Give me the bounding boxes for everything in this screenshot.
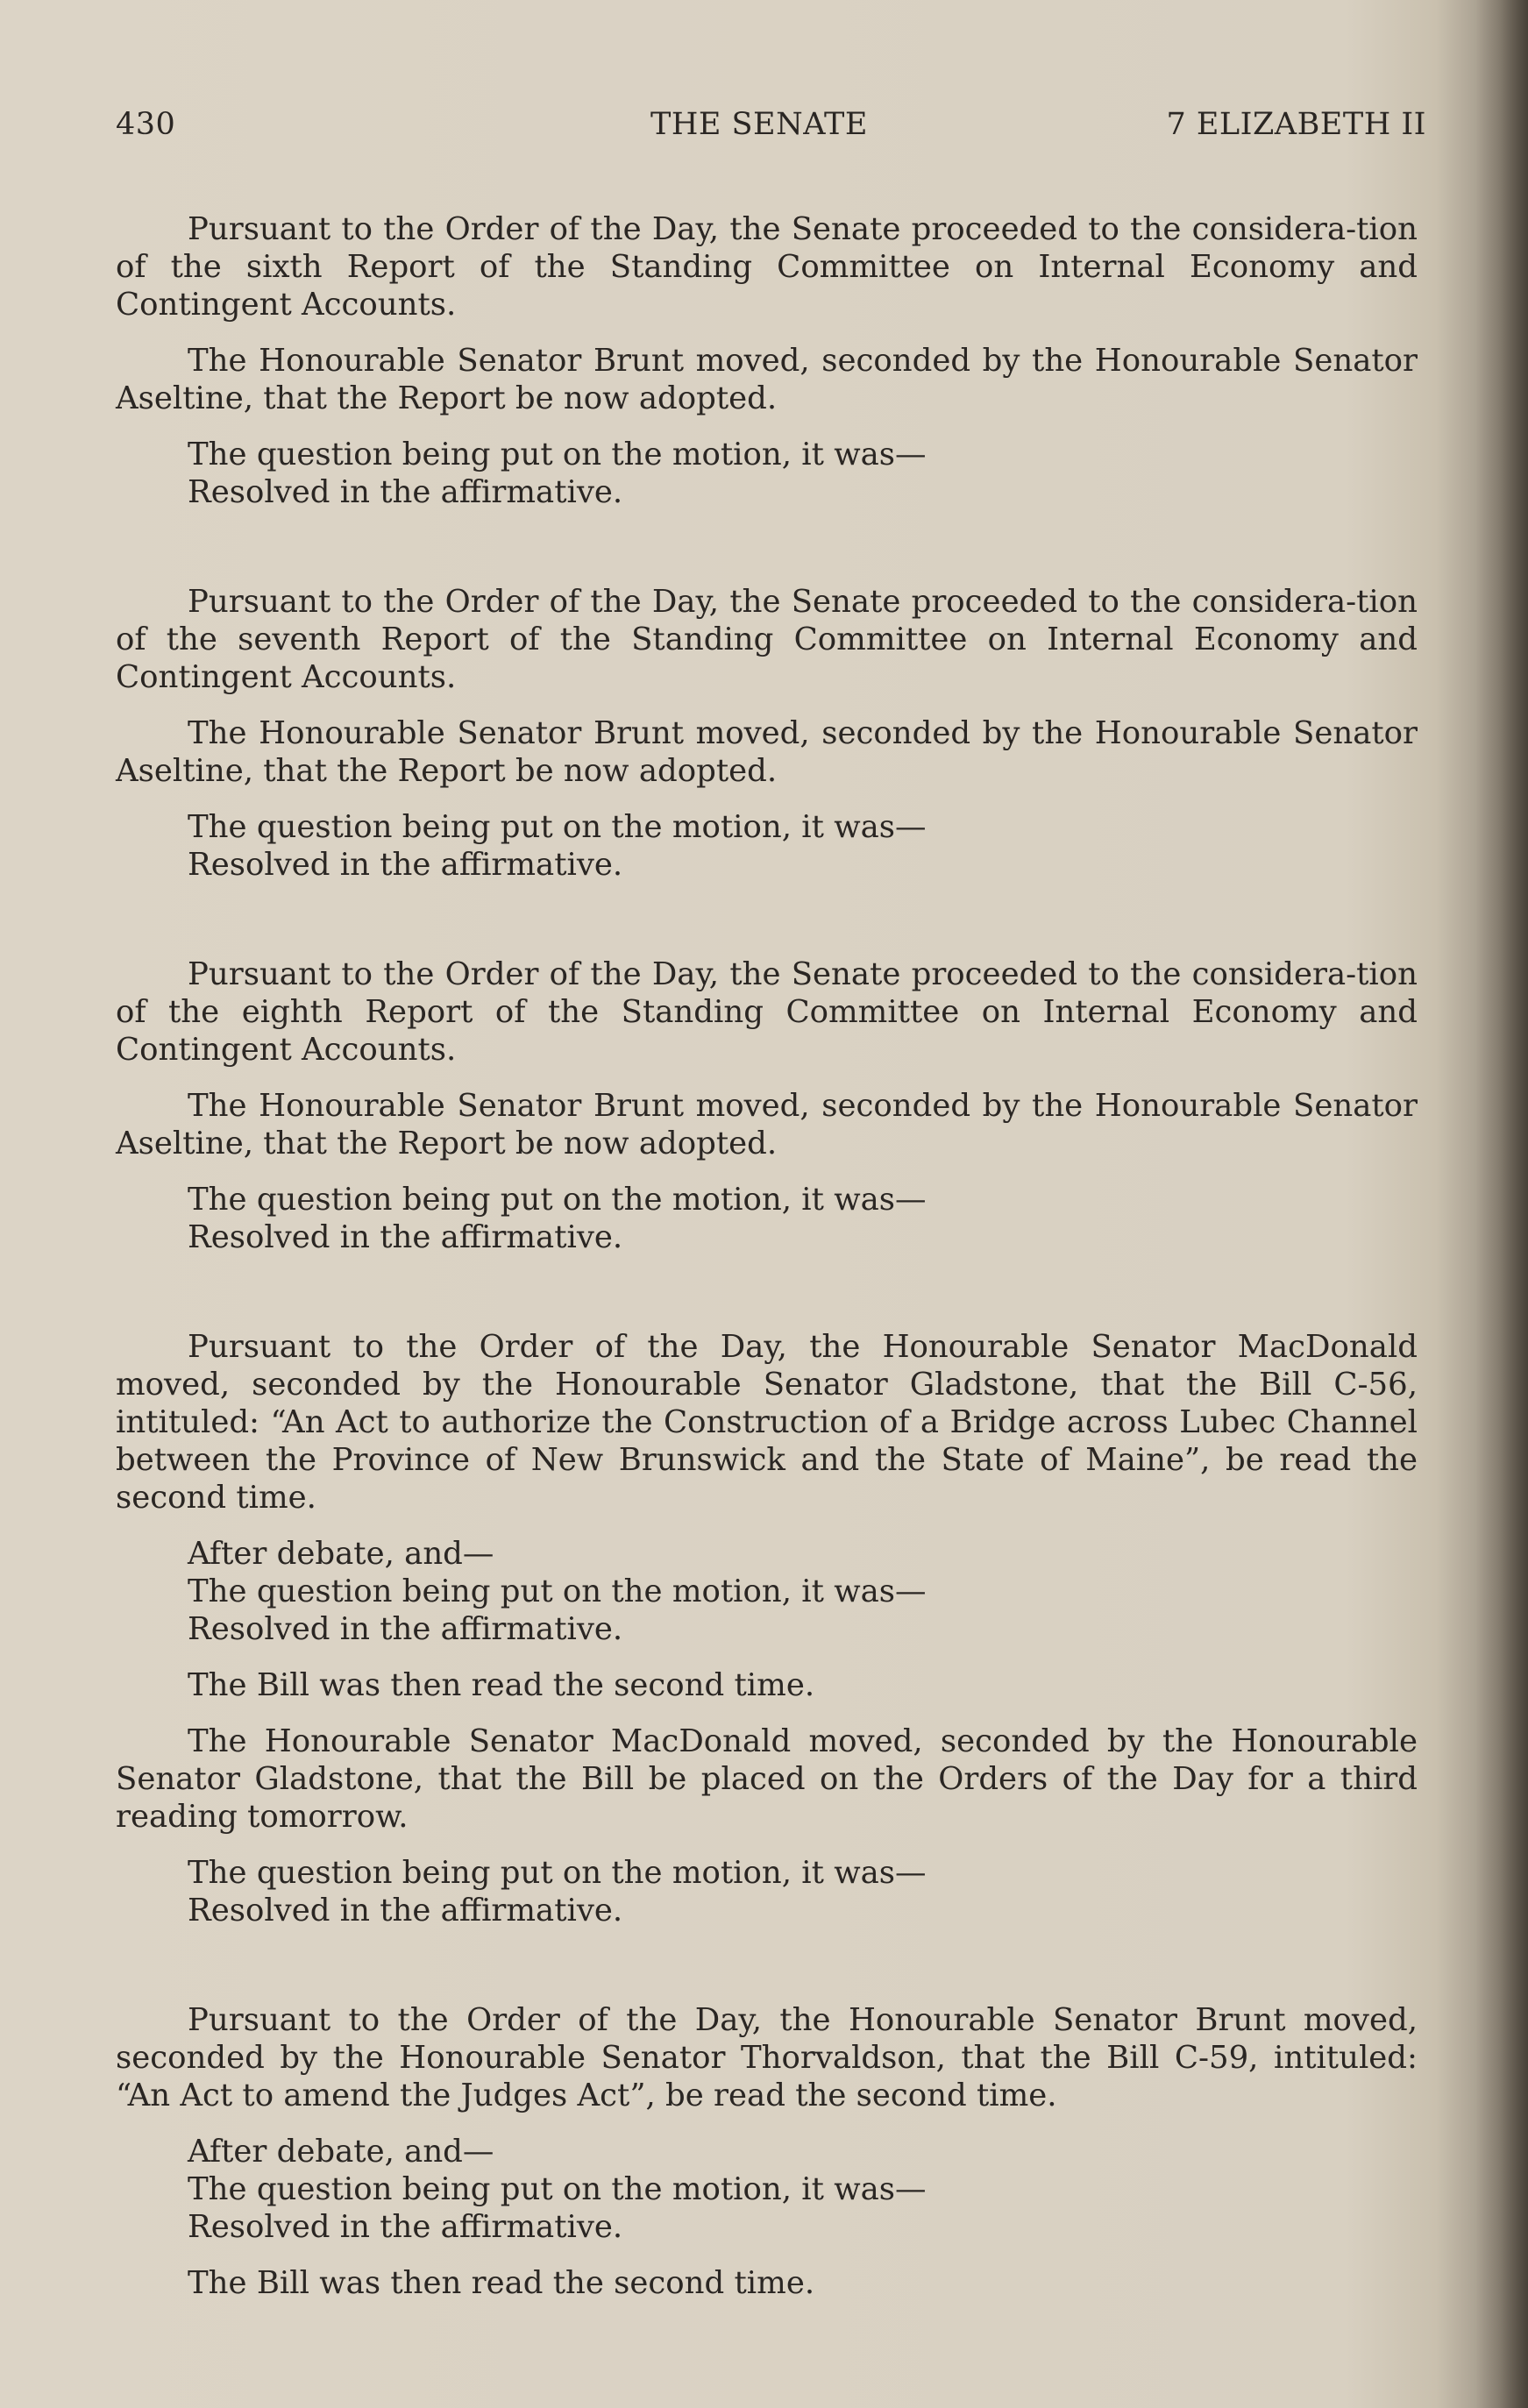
entry-paragraph: Pursuant to the Order of the Day, the Honourable Senator MacDonald moved, seconded by the Honourable Senator Gladstone, that the Bill C-56, intituled: “An Act to authorize the Construction of a Bridge across Lubec Channel between the Province of New Brunswick and the State of Maine”, be read the second time. [116,1329,1418,1516]
entry-separator [116,1948,1418,2001]
resolution-line: Resolved in the affirmative. [188,1219,623,1255]
resolution-line: Resolved in the affirmative. [188,474,623,510]
debate-line: After debate, and— [188,1536,494,1572]
journal-body [116,210,1418,2320]
question-line: The question being put on the motion, it was— [188,809,927,845]
journal-entry [116,2001,1418,2302]
entry-paragraph: Pursuant to the Order of the Day, the Honourable Senator Brunt moved, seconded by the Honourable Senator Thorvaldson, that the Bill C-59, intituled: “An Act to amend the Judges Act”, be read the second time. [116,2002,1418,2113]
question-block [188,436,1418,511]
running-header [116,107,1426,151]
resolution-line: Resolved in the affirmative. [188,847,623,883]
book-spine-shadow [1475,0,1528,2408]
reading-paragraph: The Bill was then read the second time. [188,2265,815,2301]
entry-separator [116,529,1418,583]
question-line: The question being put on the motion, it was— [188,2171,927,2207]
question-line: The question being put on the motion, it was— [188,1855,927,1891]
reading-paragraph: The Bill was then read the second time. [188,1667,815,1703]
entry-paragraph: Pursuant to the Order of the Day, the Senate proceeded to the considera-tion of the eighth Report of the Standing Committee on Internal Economy and Contingent Accounts. [116,956,1418,1068]
entry-paragraph: Pursuant to the Order of the Day, the Senate proceeded to the considera-tion of the sixth Report of the Standing Committee on Internal Economy and Contingent Accounts. [116,211,1418,323]
journal-entry [116,955,1418,1256]
question-block [188,1854,1418,1929]
page-number: 430 [116,107,176,142]
resolution-line: Resolved in the affirmative. [188,2209,623,2245]
question-block [188,808,1418,884]
question-line: The question being put on the motion, it was— [188,437,927,472]
header-reign: 7 ELIZABETH II [1166,107,1426,142]
journal-entry [116,1328,1418,1929]
header-title: THE SENATE [650,107,868,142]
motion-paragraph: The Honourable Senator Brunt moved, seconded by the Honourable Senator Aseltine, that the Report be now adopted. [116,715,1418,789]
debate-line: After debate, and— [188,2134,494,2170]
journal-entry [116,583,1418,884]
entry-paragraph: Pursuant to the Order of the Day, the Senate proceeded to the considera-tion of the seventh Report of the Standing Committee on Internal Economy and Contingent Accounts. [116,584,1418,695]
question-line: The question being put on the motion, it was— [188,1182,927,1218]
question-line: The question being put on the motion, it was— [188,1573,927,1609]
question-block [188,1181,1418,1256]
entry-separator [116,1275,1418,1328]
question-block [188,2133,1418,2246]
resolution-line: Resolved in the affirmative. [188,1611,623,1647]
entry-separator [116,902,1418,955]
motion-paragraph: The Honourable Senator Brunt moved, seconded by the Honourable Senator Aseltine, that the Report be now adopted. [116,1088,1418,1161]
question-block [188,1535,1418,1648]
journal-entry [116,210,1418,511]
motion-paragraph: The Honourable Senator MacDonald moved, seconded by the Honourable Senator Gladstone, that the Bill be placed on the Orders of the Day for a third reading tomorrow. [116,1723,1418,1835]
resolution-line: Resolved in the affirmative. [188,1893,623,1929]
motion-paragraph: The Honourable Senator Brunt moved, seconded by the Honourable Senator Aseltine, that the Report be now adopted. [116,343,1418,416]
